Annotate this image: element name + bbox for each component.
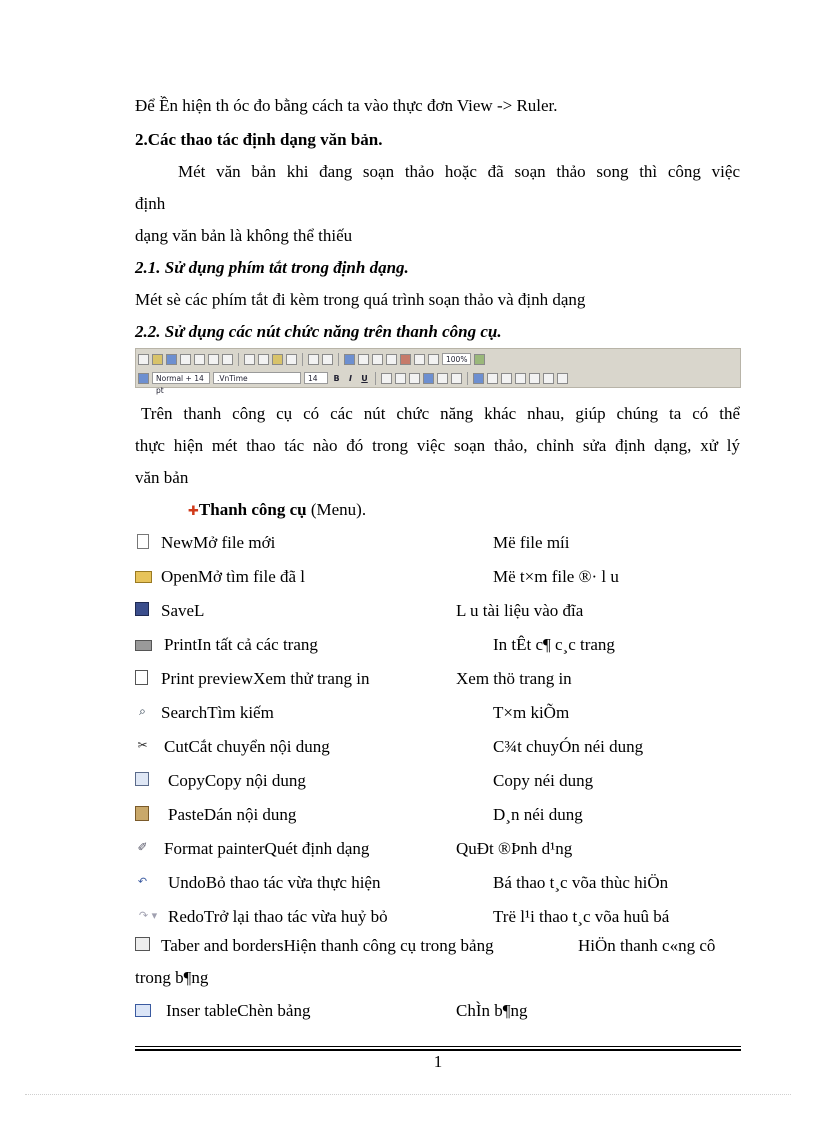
subsection-2-1-heading: 2.1. Sử dụng phím tắt trong định dạng. xyxy=(135,258,409,277)
paste-icon xyxy=(272,354,283,365)
item-label: SearchTìm kiếm xyxy=(161,703,274,722)
item-translation: Xem thö trang in xyxy=(456,669,572,688)
redo-icon: ↷ ▾ xyxy=(138,909,158,922)
item-label: Print previewXem thử trang in xyxy=(161,669,370,688)
new-icon xyxy=(138,354,149,365)
menu-heading-rest: (Menu). xyxy=(306,500,367,519)
footer-rule-bottom xyxy=(135,1049,741,1051)
item-translation: L u tài liệu vào đĩa xyxy=(456,601,584,620)
search-icon: ⌕ xyxy=(139,704,146,718)
rtl-icon xyxy=(487,373,498,384)
print-preview-icon xyxy=(208,354,219,365)
item-label: NewMở file mới xyxy=(161,533,276,552)
align-center-icon xyxy=(395,373,406,384)
cut-icon xyxy=(244,354,255,365)
item-label: RedoTrở lại thao tác vừa huỷ bỏ xyxy=(168,907,388,926)
para1-line2: định xyxy=(135,194,166,213)
item-label: CopyCopy nội dung xyxy=(168,771,306,790)
spelling-icon xyxy=(222,354,233,365)
undo-icon xyxy=(308,354,319,365)
line-spacing-icon xyxy=(451,373,462,384)
item-translation: Trë l¹i thao t¸c võa huû bá xyxy=(493,907,670,926)
bullets-icon xyxy=(515,373,526,384)
show-hide-icon xyxy=(428,354,439,365)
arrow-bullet-icon: ✚ xyxy=(188,504,199,519)
item-translation: HiÖn thanh c«ng cô xyxy=(578,936,716,955)
item-label: OpenMở tìm file đã l xyxy=(161,567,306,586)
menu-heading xyxy=(188,500,366,520)
justify-icon xyxy=(423,373,434,384)
menu-heading-bold: Thanh công cụ xyxy=(198,500,307,519)
hyperlink-icon xyxy=(344,354,355,365)
item-label: SaveL xyxy=(161,601,205,620)
print-icon xyxy=(194,354,205,365)
para2: Mét sè các phím tắt đi kèm trong quá trình soạn thảo và định dạng xyxy=(135,290,586,309)
open-icon xyxy=(152,354,163,365)
save-disk-icon xyxy=(135,602,149,616)
style-box: Normal + 14 pt xyxy=(152,372,210,384)
list-item xyxy=(135,873,741,895)
item-translation: QuÐt ®Þnh d¹ng xyxy=(456,839,573,858)
document-map-icon xyxy=(414,354,425,365)
align-left-icon xyxy=(381,373,392,384)
font-box: .VnTime xyxy=(213,372,301,384)
list-item xyxy=(135,703,741,725)
item-translation: T×m kiÕm xyxy=(493,703,570,722)
align-right-icon xyxy=(409,373,420,384)
item-label: PasteDán nội dung xyxy=(168,805,297,824)
item-translation: Copy néi dung xyxy=(493,771,594,790)
list-item xyxy=(135,567,741,589)
item-translation: ChÌn b¶ng xyxy=(456,1001,528,1020)
format-painter-icon xyxy=(286,354,297,365)
list-item xyxy=(135,907,741,929)
page-edge-dotted-line xyxy=(25,1094,791,1095)
printer-icon xyxy=(135,640,152,651)
toolbar-separator xyxy=(238,353,239,366)
tables-borders-icon xyxy=(358,354,369,365)
undo-icon: ↶ xyxy=(137,875,148,888)
item-translation-cont: trong b¶ng xyxy=(135,968,209,987)
insert-table-icon xyxy=(372,354,383,365)
intro-line: Để Ền hiện th óc đo bằng cách ta vào thực đơn View -> Ruler. xyxy=(135,96,558,115)
print-preview-icon xyxy=(135,670,148,685)
item-translation: Më t×m file ®· l u xyxy=(493,567,619,586)
border-icon xyxy=(557,373,568,384)
underline-icon: U xyxy=(361,373,368,383)
list-item xyxy=(135,737,741,759)
size-box: 14 xyxy=(304,372,328,384)
copy-icon xyxy=(258,354,269,365)
word-toolbar-image xyxy=(135,348,741,395)
toolbar-separator xyxy=(375,372,376,385)
subsection-2-2-heading: 2.2. Sử dụng các nút chức năng trên thanh công cụ. xyxy=(135,322,502,341)
list-item xyxy=(135,771,741,793)
permission-icon xyxy=(180,354,191,365)
tables-borders-icon xyxy=(135,937,150,951)
item-translation: C¾t chuyÓn néi dung xyxy=(493,737,644,756)
copy-icon xyxy=(135,772,149,786)
list-item xyxy=(135,533,741,555)
list-item xyxy=(135,805,741,827)
para3-line2: thực hiện mét thao tác nào đó trong việc soạn thảo, chỉnh sửa định dạng, xử lý xyxy=(135,436,740,455)
list-item xyxy=(135,1001,741,1023)
item-label: Inser tableChèn bảng xyxy=(166,1001,311,1020)
item-translation: Më file míi xyxy=(493,533,570,552)
item-label: Taber and bordersHiện thanh công cụ trong bảng xyxy=(161,936,494,955)
scissors-icon: ✂ xyxy=(137,738,148,752)
para3-line1: Trên thanh công cụ có các nút chức năng khác nhau, giúp chúng ta có thể xyxy=(141,404,740,423)
item-label: PrintIn tất cả các trang xyxy=(164,635,318,654)
item-translation: Bá thao t¸c võa thùc hiÖn xyxy=(493,873,669,892)
list-item xyxy=(135,635,741,657)
ltr-icon xyxy=(473,373,484,384)
new-file-icon xyxy=(137,534,149,549)
toolbar-separator xyxy=(467,372,468,385)
para3-line3: văn bản xyxy=(135,468,189,487)
help-icon xyxy=(474,354,485,365)
zoom-box: 100% xyxy=(442,353,471,365)
page-number: 1 xyxy=(433,1052,443,1071)
columns-icon xyxy=(386,354,397,365)
redo-icon xyxy=(322,354,333,365)
item-label: CutCắt chuyển nội dung xyxy=(164,737,330,756)
list-item xyxy=(135,839,741,861)
section-2-heading: 2.Các thao tác định dạng văn bản. xyxy=(135,130,383,149)
paste-icon xyxy=(135,806,149,821)
save-icon xyxy=(166,354,177,365)
distributed-icon xyxy=(437,373,448,384)
toolbar-separator xyxy=(302,353,303,366)
item-label: Format painterQuét định dạng xyxy=(164,839,370,858)
list-item xyxy=(135,669,741,691)
italic-icon: I xyxy=(349,373,352,383)
numbering-icon xyxy=(501,373,512,384)
styles-icon xyxy=(138,373,149,384)
para1-line1: Mét văn bản khi đang soạn thảo hoặc đã soạn thảo song thì công việc xyxy=(178,162,740,181)
footer-rule-top xyxy=(135,1046,741,1047)
toolbar-separator xyxy=(338,353,339,366)
item-label: UndoBỏ thao tác vừa thực hiện xyxy=(168,873,381,892)
drawing-icon xyxy=(400,354,411,365)
open-folder-icon xyxy=(135,571,152,583)
toolbar-formatting-row xyxy=(138,369,738,395)
item-translation: D¸n néi dung xyxy=(493,805,583,824)
list-item xyxy=(135,601,741,623)
item-translation: In tÊt c¶ c¸c trang xyxy=(493,635,615,654)
insert-table-icon xyxy=(135,1004,151,1017)
format-painter-icon: ✐ xyxy=(137,840,148,854)
increase-indent-icon xyxy=(543,373,554,384)
decrease-indent-icon xyxy=(529,373,540,384)
bold-icon: B xyxy=(333,373,340,383)
toolbar-standard-row xyxy=(138,350,738,368)
para1-line3: dạng văn bản là không thể thiếu xyxy=(135,226,353,245)
list-item xyxy=(135,936,741,990)
